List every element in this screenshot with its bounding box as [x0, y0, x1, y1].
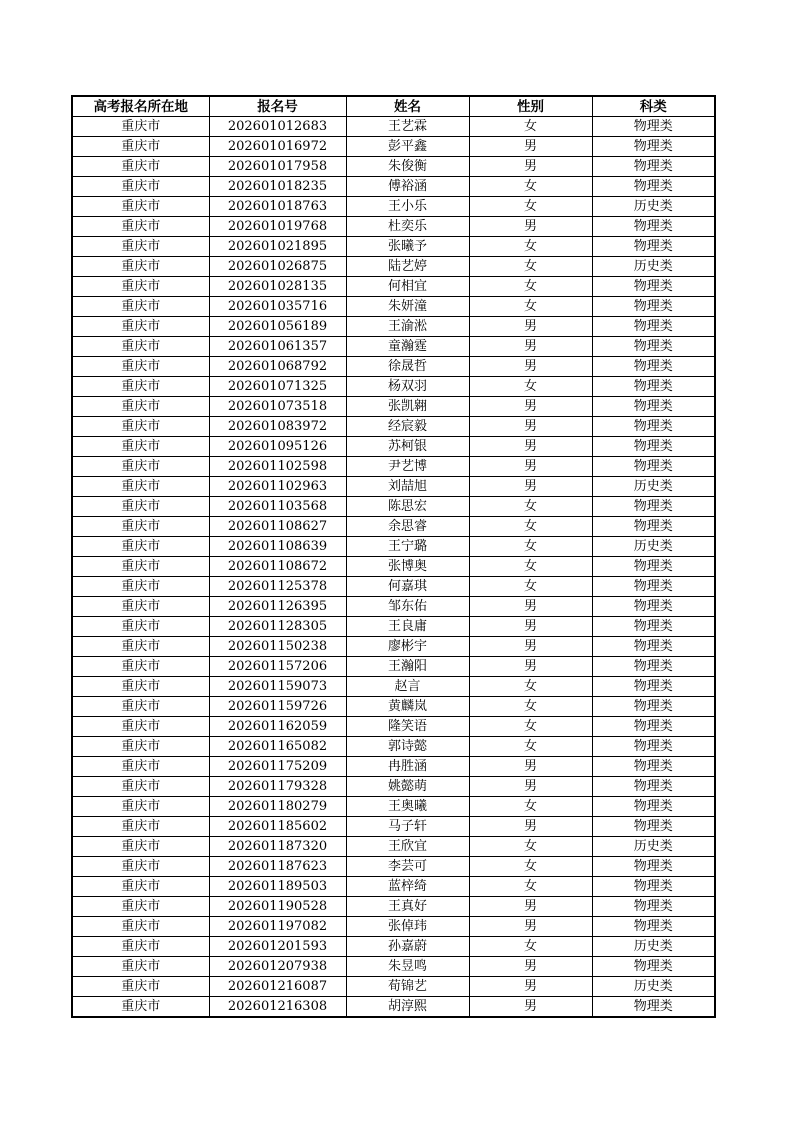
cell-registration-number: 202601189503 — [209, 877, 346, 897]
cell-city: 重庆市 — [72, 617, 209, 637]
cell-registration-number: 202601108627 — [209, 517, 346, 537]
table-row — [72, 397, 715, 417]
cell-city: 重庆市 — [72, 777, 209, 797]
cell-registration-number: 202601216087 — [209, 977, 346, 997]
cell-city: 重庆市 — [72, 957, 209, 977]
cell-subject: 物理类 — [592, 997, 715, 1018]
cell-city: 重庆市 — [72, 557, 209, 577]
cell-name: 彭平鑫 — [346, 137, 469, 157]
cell-gender: 男 — [469, 397, 592, 417]
registration-table — [71, 95, 716, 1018]
cell-gender: 男 — [469, 917, 592, 937]
table-row — [72, 697, 715, 717]
cell-gender: 女 — [469, 297, 592, 317]
table-row — [72, 537, 715, 557]
cell-subject: 物理类 — [592, 317, 715, 337]
cell-subject: 物理类 — [592, 777, 715, 797]
cell-registration-number: 202601028135 — [209, 277, 346, 297]
cell-registration-number: 202601102598 — [209, 457, 346, 477]
cell-subject: 物理类 — [592, 617, 715, 637]
cell-name: 陈思宏 — [346, 497, 469, 517]
cell-name: 王良庸 — [346, 617, 469, 637]
cell-gender: 男 — [469, 817, 592, 837]
cell-city: 重庆市 — [72, 357, 209, 377]
cell-city: 重庆市 — [72, 677, 209, 697]
table-row — [72, 977, 715, 997]
cell-subject: 物理类 — [592, 677, 715, 697]
cell-gender: 男 — [469, 977, 592, 997]
cell-name: 王奥曦 — [346, 797, 469, 817]
cell-subject: 物理类 — [592, 337, 715, 357]
cell-city: 重庆市 — [72, 397, 209, 417]
table-row — [72, 577, 715, 597]
cell-subject: 物理类 — [592, 177, 715, 197]
cell-registration-number: 202601187320 — [209, 837, 346, 857]
table-row — [72, 137, 715, 157]
cell-registration-number: 202601012683 — [209, 117, 346, 137]
table-row — [72, 437, 715, 457]
cell-name: 徐晟哲 — [346, 357, 469, 377]
table-header — [72, 96, 715, 117]
table-row — [72, 257, 715, 277]
cell-registration-number: 202601026875 — [209, 257, 346, 277]
table-row — [72, 937, 715, 957]
cell-registration-number: 202601165082 — [209, 737, 346, 757]
cell-city: 重庆市 — [72, 917, 209, 937]
cell-name: 李芸可 — [346, 857, 469, 877]
cell-name: 刘喆旭 — [346, 477, 469, 497]
cell-name: 朱俊衡 — [346, 157, 469, 177]
cell-subject: 物理类 — [592, 297, 715, 317]
cell-name: 王欣宜 — [346, 837, 469, 857]
cell-subject: 物理类 — [592, 357, 715, 377]
cell-registration-number: 202601073518 — [209, 397, 346, 417]
table-row — [72, 157, 715, 177]
cell-city: 重庆市 — [72, 897, 209, 917]
cell-name: 朱妍潼 — [346, 297, 469, 317]
cell-gender: 男 — [469, 317, 592, 337]
table-row — [72, 277, 715, 297]
table-row — [72, 517, 715, 537]
cell-name: 姚懿萌 — [346, 777, 469, 797]
header-city: 高考报名所在地 — [72, 96, 209, 117]
cell-city: 重庆市 — [72, 497, 209, 517]
table-row — [72, 457, 715, 477]
cell-name: 胡淳熙 — [346, 997, 469, 1018]
cell-city: 重庆市 — [72, 257, 209, 277]
cell-subject: 物理类 — [592, 557, 715, 577]
cell-name: 杨双羽 — [346, 377, 469, 397]
cell-name: 廖彬宇 — [346, 637, 469, 657]
cell-registration-number: 202601216308 — [209, 997, 346, 1018]
cell-name: 经宸毅 — [346, 417, 469, 437]
cell-subject: 物理类 — [592, 797, 715, 817]
table-row — [72, 857, 715, 877]
cell-gender: 男 — [469, 157, 592, 177]
cell-registration-number: 202601175209 — [209, 757, 346, 777]
cell-subject: 物理类 — [592, 817, 715, 837]
table-row — [72, 177, 715, 197]
header-registration-number: 报名号 — [209, 96, 346, 117]
table-row — [72, 497, 715, 517]
cell-name: 傅裕涵 — [346, 177, 469, 197]
cell-city: 重庆市 — [72, 137, 209, 157]
cell-registration-number: 202601180279 — [209, 797, 346, 817]
cell-name: 苏柯银 — [346, 437, 469, 457]
cell-name: 冉胜涵 — [346, 757, 469, 777]
cell-subject: 历史类 — [592, 977, 715, 997]
cell-registration-number: 202601071325 — [209, 377, 346, 397]
table-row — [72, 737, 715, 757]
table-row — [72, 357, 715, 377]
header-row — [72, 96, 715, 117]
cell-name: 何相宜 — [346, 277, 469, 297]
cell-city: 重庆市 — [72, 597, 209, 617]
table-row — [72, 917, 715, 937]
table-row — [72, 557, 715, 577]
cell-city: 重庆市 — [72, 857, 209, 877]
cell-name: 陆艺婷 — [346, 257, 469, 277]
cell-gender: 女 — [469, 877, 592, 897]
cell-name: 王渝淞 — [346, 317, 469, 337]
cell-registration-number: 202601185602 — [209, 817, 346, 837]
cell-gender: 女 — [469, 537, 592, 557]
table-row — [72, 897, 715, 917]
table-body — [72, 117, 715, 1018]
cell-gender: 男 — [469, 777, 592, 797]
cell-name: 郭诗懿 — [346, 737, 469, 757]
cell-gender: 男 — [469, 997, 592, 1018]
cell-registration-number: 202601159726 — [209, 697, 346, 717]
cell-registration-number: 202601061357 — [209, 337, 346, 357]
cell-gender: 男 — [469, 357, 592, 377]
cell-name: 张倬玮 — [346, 917, 469, 937]
table-row — [72, 797, 715, 817]
cell-registration-number: 202601201593 — [209, 937, 346, 957]
cell-city: 重庆市 — [72, 177, 209, 197]
cell-subject: 物理类 — [592, 377, 715, 397]
cell-city: 重庆市 — [72, 377, 209, 397]
cell-subject: 历史类 — [592, 477, 715, 497]
cell-gender: 男 — [469, 597, 592, 617]
cell-city: 重庆市 — [72, 157, 209, 177]
table-row — [72, 237, 715, 257]
cell-registration-number: 202601128305 — [209, 617, 346, 637]
cell-subject: 历史类 — [592, 257, 715, 277]
cell-subject: 物理类 — [592, 117, 715, 137]
table-row — [72, 617, 715, 637]
table-row — [72, 637, 715, 657]
cell-subject: 物理类 — [592, 577, 715, 597]
cell-registration-number: 202601179328 — [209, 777, 346, 797]
cell-gender: 男 — [469, 437, 592, 457]
cell-city: 重庆市 — [72, 457, 209, 477]
cell-gender: 女 — [469, 237, 592, 257]
cell-name: 蓝梓绮 — [346, 877, 469, 897]
cell-city: 重庆市 — [72, 277, 209, 297]
cell-subject: 历史类 — [592, 937, 715, 957]
cell-gender: 女 — [469, 377, 592, 397]
cell-subject: 物理类 — [592, 877, 715, 897]
cell-subject: 物理类 — [592, 737, 715, 757]
cell-subject: 物理类 — [592, 637, 715, 657]
cell-city: 重庆市 — [72, 937, 209, 957]
header-gender: 性别 — [469, 96, 592, 117]
cell-city: 重庆市 — [72, 417, 209, 437]
cell-gender: 男 — [469, 137, 592, 157]
cell-name: 王小乐 — [346, 197, 469, 217]
cell-name: 王宁璐 — [346, 537, 469, 557]
table-row — [72, 757, 715, 777]
cell-gender: 女 — [469, 117, 592, 137]
cell-gender: 女 — [469, 577, 592, 597]
cell-name: 张曦予 — [346, 237, 469, 257]
table-row — [72, 777, 715, 797]
cell-city: 重庆市 — [72, 477, 209, 497]
cell-registration-number: 202601187623 — [209, 857, 346, 877]
cell-subject: 物理类 — [592, 417, 715, 437]
cell-subject: 物理类 — [592, 457, 715, 477]
table-row — [72, 477, 715, 497]
cell-gender: 男 — [469, 897, 592, 917]
cell-registration-number: 202601162059 — [209, 717, 346, 737]
cell-name: 赵言 — [346, 677, 469, 697]
cell-city: 重庆市 — [72, 197, 209, 217]
registration-sheet — [71, 95, 714, 1018]
cell-name: 王真好 — [346, 897, 469, 917]
cell-name: 张博奥 — [346, 557, 469, 577]
cell-gender: 男 — [469, 657, 592, 677]
cell-city: 重庆市 — [72, 877, 209, 897]
cell-gender: 女 — [469, 717, 592, 737]
cell-subject: 物理类 — [592, 657, 715, 677]
cell-gender: 男 — [469, 417, 592, 437]
cell-subject: 物理类 — [592, 437, 715, 457]
header-name: 姓名 — [346, 96, 469, 117]
table-row — [72, 377, 715, 397]
cell-gender: 男 — [469, 637, 592, 657]
cell-registration-number: 202601018235 — [209, 177, 346, 197]
header-subject: 科类 — [592, 96, 715, 117]
table-row — [72, 117, 715, 137]
cell-gender: 女 — [469, 937, 592, 957]
cell-registration-number: 202601190528 — [209, 897, 346, 917]
cell-registration-number: 202601207938 — [209, 957, 346, 977]
table-row — [72, 317, 715, 337]
cell-city: 重庆市 — [72, 697, 209, 717]
table-row — [72, 597, 715, 617]
cell-name: 隆笑语 — [346, 717, 469, 737]
cell-city: 重庆市 — [72, 717, 209, 737]
cell-gender: 女 — [469, 737, 592, 757]
cell-registration-number: 202601103568 — [209, 497, 346, 517]
cell-city: 重庆市 — [72, 337, 209, 357]
table-row — [72, 957, 715, 977]
cell-gender: 女 — [469, 837, 592, 857]
cell-registration-number: 202601126395 — [209, 597, 346, 617]
cell-registration-number: 202601019768 — [209, 217, 346, 237]
cell-gender: 女 — [469, 857, 592, 877]
cell-gender: 女 — [469, 257, 592, 277]
cell-registration-number: 202601035716 — [209, 297, 346, 317]
cell-gender: 女 — [469, 697, 592, 717]
table-row — [72, 337, 715, 357]
cell-registration-number: 202601108672 — [209, 557, 346, 577]
cell-name: 余思睿 — [346, 517, 469, 537]
cell-subject: 物理类 — [592, 857, 715, 877]
cell-subject: 物理类 — [592, 717, 715, 737]
cell-city: 重庆市 — [72, 237, 209, 257]
cell-city: 重庆市 — [72, 537, 209, 557]
cell-gender: 男 — [469, 477, 592, 497]
cell-subject: 物理类 — [592, 277, 715, 297]
cell-subject: 物理类 — [592, 157, 715, 177]
table-row — [72, 877, 715, 897]
cell-subject: 物理类 — [592, 957, 715, 977]
cell-registration-number: 202601157206 — [209, 657, 346, 677]
cell-registration-number: 202601083972 — [209, 417, 346, 437]
cell-registration-number: 202601017958 — [209, 157, 346, 177]
cell-gender: 女 — [469, 277, 592, 297]
cell-city: 重庆市 — [72, 437, 209, 457]
cell-gender: 女 — [469, 497, 592, 517]
cell-name: 王艺霖 — [346, 117, 469, 137]
cell-city: 重庆市 — [72, 317, 209, 337]
cell-subject: 物理类 — [592, 697, 715, 717]
cell-gender: 男 — [469, 337, 592, 357]
cell-registration-number: 202601159073 — [209, 677, 346, 697]
cell-registration-number: 202601125378 — [209, 577, 346, 597]
cell-name: 邹东佑 — [346, 597, 469, 617]
cell-name: 马子轩 — [346, 817, 469, 837]
cell-name: 何嘉琪 — [346, 577, 469, 597]
table-row — [72, 817, 715, 837]
cell-city: 重庆市 — [72, 997, 209, 1018]
cell-subject: 物理类 — [592, 897, 715, 917]
cell-gender: 男 — [469, 617, 592, 637]
cell-gender: 女 — [469, 197, 592, 217]
cell-name: 尹艺博 — [346, 457, 469, 477]
table-row — [72, 997, 715, 1018]
cell-subject: 物理类 — [592, 597, 715, 617]
table-row — [72, 297, 715, 317]
table-row — [72, 417, 715, 437]
cell-city: 重庆市 — [72, 517, 209, 537]
cell-city: 重庆市 — [72, 837, 209, 857]
cell-name: 童瀚霆 — [346, 337, 469, 357]
cell-gender: 男 — [469, 957, 592, 977]
cell-name: 朱昱鸣 — [346, 957, 469, 977]
cell-registration-number: 202601016972 — [209, 137, 346, 157]
cell-name: 孙嘉蔚 — [346, 937, 469, 957]
cell-subject: 物理类 — [592, 517, 715, 537]
cell-registration-number: 202601018763 — [209, 197, 346, 217]
cell-gender: 女 — [469, 557, 592, 577]
cell-registration-number: 202601197082 — [209, 917, 346, 937]
cell-city: 重庆市 — [72, 977, 209, 997]
cell-city: 重庆市 — [72, 637, 209, 657]
table-row — [72, 677, 715, 697]
cell-subject: 历史类 — [592, 837, 715, 857]
cell-subject: 物理类 — [592, 757, 715, 777]
cell-subject: 历史类 — [592, 537, 715, 557]
cell-registration-number: 202601102963 — [209, 477, 346, 497]
cell-name: 荀锦艺 — [346, 977, 469, 997]
cell-name: 王瀚阳 — [346, 657, 469, 677]
cell-city: 重庆市 — [72, 797, 209, 817]
cell-name: 张凯翱 — [346, 397, 469, 417]
cell-city: 重庆市 — [72, 817, 209, 837]
cell-name: 黄麟岚 — [346, 697, 469, 717]
cell-gender: 女 — [469, 797, 592, 817]
cell-city: 重庆市 — [72, 297, 209, 317]
cell-gender: 女 — [469, 677, 592, 697]
cell-city: 重庆市 — [72, 757, 209, 777]
table-row — [72, 197, 715, 217]
cell-city: 重庆市 — [72, 657, 209, 677]
cell-subject: 物理类 — [592, 497, 715, 517]
cell-subject: 物理类 — [592, 397, 715, 417]
cell-gender: 男 — [469, 457, 592, 477]
cell-city: 重庆市 — [72, 117, 209, 137]
cell-city: 重庆市 — [72, 217, 209, 237]
cell-registration-number: 202601095126 — [209, 437, 346, 457]
table-row — [72, 837, 715, 857]
cell-subject: 历史类 — [592, 197, 715, 217]
cell-gender: 女 — [469, 517, 592, 537]
cell-city: 重庆市 — [72, 737, 209, 757]
table-row — [72, 217, 715, 237]
cell-gender: 男 — [469, 757, 592, 777]
cell-city: 重庆市 — [72, 577, 209, 597]
cell-gender: 男 — [469, 217, 592, 237]
table-row — [72, 717, 715, 737]
cell-registration-number: 202601068792 — [209, 357, 346, 377]
cell-subject: 物理类 — [592, 237, 715, 257]
cell-gender: 女 — [469, 177, 592, 197]
cell-registration-number: 202601056189 — [209, 317, 346, 337]
table-row — [72, 657, 715, 677]
cell-subject: 物理类 — [592, 217, 715, 237]
cell-registration-number: 202601108639 — [209, 537, 346, 557]
cell-registration-number: 202601021895 — [209, 237, 346, 257]
cell-subject: 物理类 — [592, 917, 715, 937]
cell-name: 杜奕乐 — [346, 217, 469, 237]
cell-subject: 物理类 — [592, 137, 715, 157]
cell-registration-number: 202601150238 — [209, 637, 346, 657]
